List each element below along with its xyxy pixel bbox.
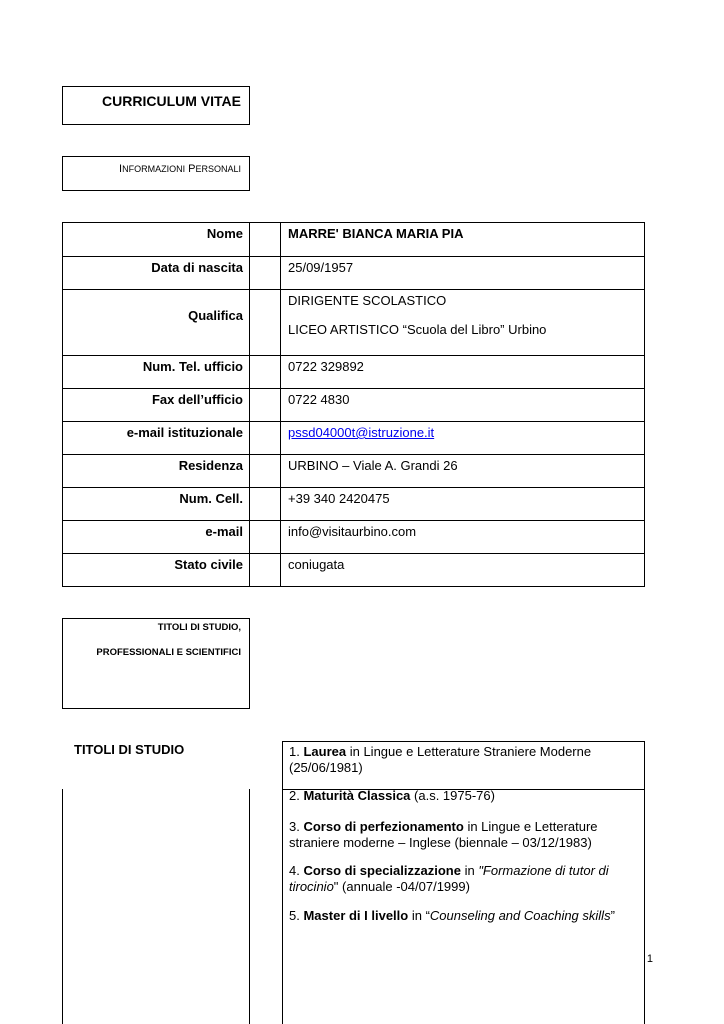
titoli-heading-box	[62, 618, 250, 709]
table-row	[63, 488, 645, 521]
table-row	[63, 290, 645, 356]
label-email-istituzionale: e-mail istituzionale	[63, 422, 250, 455]
section-heading: INFORMAZIONI PERSONALI	[119, 163, 241, 175]
studio-entries-box	[282, 789, 645, 1024]
section-heading-box	[62, 156, 250, 191]
label-stato-civile: Stato civile	[63, 554, 250, 587]
value-email: info@visitaurbino.com	[281, 521, 645, 554]
value-nome: MARRE' BIANCA MARIA PIA	[281, 223, 645, 257]
table-row	[63, 554, 645, 587]
label-qualifica: Qualifica	[63, 290, 250, 356]
label-cellulare: Num. Cell.	[63, 488, 250, 521]
studio-entry: 4. Corso di specializzazione in "Formazione di tutor di tirocinio" (annuale -04/07/1999)	[289, 863, 609, 894]
value-qualifica: DIRIGENTE SCOLASTICO LICEO ARTISTICO “Scuola del Libro” Urbino	[281, 290, 645, 356]
label-nome: Nome	[63, 223, 250, 257]
table-row	[63, 422, 645, 455]
cv-title-box	[62, 86, 250, 125]
studio-entry: 3. Corso di perfezionamento in Lingue e Letterature straniere moderne – Inglese (biennale – 03/12/1983)	[289, 819, 598, 850]
left-column-border	[62, 789, 63, 1024]
personal-info-table	[62, 222, 645, 587]
value-cellulare: +39 340 2420475	[281, 488, 645, 521]
page-number: 1	[646, 953, 653, 965]
table-row	[63, 455, 645, 488]
email-istituzionale-link[interactable]: pssd04000t@istruzione.it	[288, 425, 435, 440]
titoli-heading-line2: PROFESSIONALI E SCIENTIFICI	[96, 647, 241, 658]
label-data-nascita: Data di nascita	[63, 257, 250, 290]
table-row	[63, 521, 645, 554]
value-residenza: URBINO – Viale A. Grandi 26	[281, 455, 645, 488]
value-email-istituzionale[interactable]	[281, 422, 645, 455]
value-stato-civile: coniugata	[281, 554, 645, 587]
titoli-heading-line1: TITOLI DI STUDIO,	[157, 622, 241, 633]
studio-entry-box	[282, 741, 645, 790]
value-tel-ufficio: 0722 329892	[281, 356, 645, 389]
value-data-nascita: 25/09/1957	[281, 257, 645, 290]
studio-entry: 5. Master di I livello in “Counseling and Coaching skills”	[289, 908, 615, 923]
table-row	[63, 356, 645, 389]
label-fax: Fax dell’ufficio	[63, 389, 250, 422]
table-row	[63, 257, 645, 290]
table-row	[63, 223, 645, 257]
label-residenza: Residenza	[63, 455, 250, 488]
studio-entry: 1. Laurea in Lingue e Letterature Straniere Moderne (25/06/1981)	[289, 744, 592, 775]
table-row	[63, 389, 645, 422]
label-email: e-mail	[63, 521, 250, 554]
value-fax: 0722 4830	[281, 389, 645, 422]
left-column-border-right	[249, 789, 250, 1024]
studio-entry: 2. Maturità Classica (a.s. 1975-76)	[289, 788, 495, 803]
titoli-studio-label: TITOLI DI STUDIO	[74, 742, 185, 757]
cv-title: CURRICULUM VITAE	[102, 93, 241, 109]
label-tel-ufficio: Num. Tel. ufficio	[63, 356, 250, 389]
